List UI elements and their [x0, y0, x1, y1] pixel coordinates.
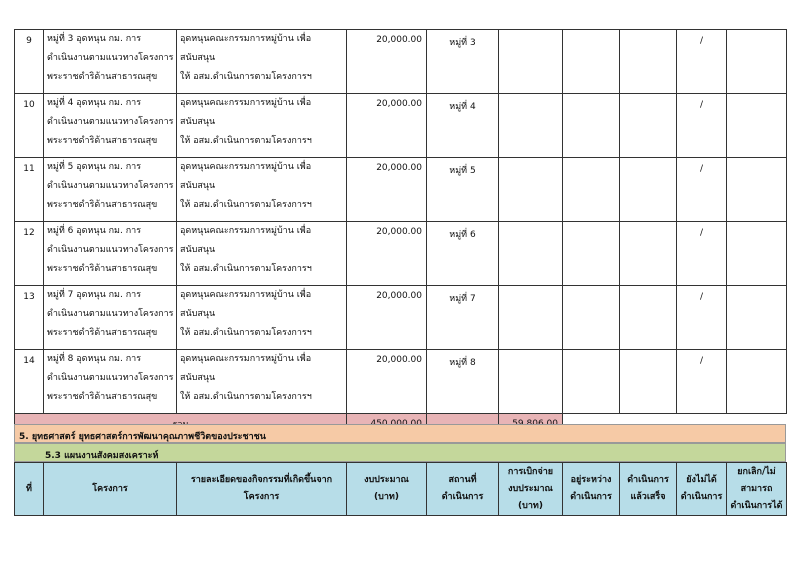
header-place: [427, 463, 499, 516]
project-name: [44, 286, 177, 350]
disbursed-cell: [499, 350, 563, 414]
text-line: หมู่ที่ 5 อุดหนุน กม. การ: [47, 162, 142, 172]
text-line: พระราชดำริด้านสาธารณสุข: [47, 200, 158, 210]
table-row: [15, 158, 787, 222]
header-disbursed: [499, 463, 563, 516]
header-no: ที่: [15, 463, 44, 516]
text-line: หมู่ที่ 7 อุดหนุน กม. การ: [47, 290, 142, 300]
text-line: แล้วเสร็จ: [630, 492, 666, 502]
not-started-cell: /: [677, 30, 727, 94]
text-line: อยู่ระหว่าง: [570, 475, 612, 485]
not-started-cell: /: [677, 350, 727, 414]
text-line: งบประมาณ: [508, 483, 553, 494]
column-header: [14, 462, 787, 516]
header-in-progress: [563, 463, 620, 516]
project-name: [44, 94, 177, 158]
cancelled-cell: [727, 222, 787, 286]
text-line: การเบิกจ่าย: [507, 466, 554, 477]
text-line: อุดหนุนคณะกรรมการหมู่บ้าน เพื่อสนับสนุน: [180, 226, 312, 255]
text-line: หมู่ที่ 4 อุดหนุน กม. การ: [47, 98, 142, 108]
budget-value: 20,000.00: [347, 350, 427, 414]
location: หมู่ที่ 7: [427, 286, 499, 350]
plan-banner: [14, 443, 786, 462]
text-line: ดำเนินงานตามแนวทางโครงการ: [47, 181, 174, 191]
cancelled-cell: [727, 94, 787, 158]
text-line: อุดหนุนคณะกรรมการหมู่บ้าน เพื่อสนับสนุน: [180, 98, 312, 127]
disbursed-cell: [499, 222, 563, 286]
text-line: ดำเนินการได้: [730, 500, 783, 511]
location: หมู่ที่ 3: [427, 30, 499, 94]
done-cell: [620, 286, 677, 350]
header-not-started: [677, 463, 727, 516]
text-line: พระราชดำริด้านสาธารณสุข: [47, 264, 158, 274]
project-table: [14, 29, 787, 434]
in-progress-cell: [563, 30, 620, 94]
location: หมู่ที่ 4: [427, 94, 499, 158]
text-line: ยกเลิก/ไม่: [737, 466, 776, 477]
text-line: ดำเนินการ: [680, 492, 723, 502]
header-detail: [177, 463, 347, 516]
text-line: งบประมาณ: [364, 475, 409, 485]
in-progress-cell: [563, 94, 620, 158]
row-number: 12: [15, 222, 44, 286]
in-progress-cell: [563, 158, 620, 222]
disbursed-cell: [499, 286, 563, 350]
activity-detail: [177, 30, 347, 94]
text-line: โครงการ: [243, 492, 280, 502]
text-line: อุดหนุนคณะกรรมการหมู่บ้าน เพื่อสนับสนุน: [180, 34, 312, 63]
text-line: พระราชดำริด้านสาธารณสุข: [47, 136, 158, 146]
cancelled-cell: [727, 30, 787, 94]
header-done: [620, 463, 677, 516]
plan-title: 5.3 แผนงานสังคมสงเคราะห์: [45, 451, 159, 461]
row-number: 11: [15, 158, 44, 222]
text-line: ให้ อสม.ดำเนินการตามโครงการฯ: [180, 328, 312, 338]
text-line: อุดหนุนคณะกรรมการหมู่บ้าน เพื่อสนับสนุน: [180, 354, 312, 383]
strategy-banner: [14, 424, 786, 443]
table-row: [15, 222, 787, 286]
budget-value: 20,000.00: [347, 286, 427, 350]
location: หมู่ที่ 8: [427, 350, 499, 414]
location: หมู่ที่ 6: [427, 222, 499, 286]
disbursed-cell: [499, 158, 563, 222]
text-line: ให้ อสม.ดำเนินการตามโครงการฯ: [180, 264, 312, 274]
budget-value: 20,000.00: [347, 222, 427, 286]
table-body: [15, 30, 787, 414]
done-cell: [620, 158, 677, 222]
budget-value: 20,000.00: [347, 30, 427, 94]
text-line: ดำเนินงานตามแนวทางโครงการ: [47, 245, 174, 255]
table-row: [15, 30, 787, 94]
text-line: อุดหนุนคณะกรรมการหมู่บ้าน เพื่อสนับสนุน: [180, 290, 312, 319]
row-number: 10: [15, 94, 44, 158]
in-progress-cell: [563, 222, 620, 286]
project-name: [44, 222, 177, 286]
text-line: สามารถ: [740, 483, 773, 494]
activity-detail: [177, 286, 347, 350]
project-name: [44, 350, 177, 414]
text-line: ให้ อสม.ดำเนินการตามโครงการฯ: [180, 200, 312, 210]
header-cancelled: [727, 463, 787, 516]
text-line: ดำเนินงานตามแนวทางโครงการ: [47, 373, 174, 383]
text-line: พระราชดำริด้านสาธารณสุข: [47, 328, 158, 338]
not-started-cell: /: [677, 94, 727, 158]
cancelled-cell: [727, 286, 787, 350]
strategy-title: 5. ยุทธศาสตร์ ยุทธศาสตร์การพัฒนาคุณภาพชีวิตของประชาชน: [19, 432, 266, 442]
header-project: โครงการ: [44, 463, 177, 516]
text-line: ดำเนินงานตามแนวทางโครงการ: [47, 53, 174, 63]
not-started-cell: /: [677, 286, 727, 350]
done-cell: [620, 222, 677, 286]
text-line: ดำเนินการ: [627, 475, 669, 485]
budget-value: 20,000.00: [347, 94, 427, 158]
text-line: ดำเนินการ: [570, 492, 612, 502]
text-line: ดำเนินงานตามแนวทางโครงการ: [47, 309, 174, 319]
done-cell: [620, 94, 677, 158]
row-number: 13: [15, 286, 44, 350]
header-budget: [347, 463, 427, 516]
cancelled-cell: [727, 350, 787, 414]
done-cell: [620, 30, 677, 94]
disbursed-cell: [499, 94, 563, 158]
text-line: รายละเอียดของกิจกรรมที่เกิดขึ้นจาก: [190, 475, 333, 485]
location: หมู่ที่ 5: [427, 158, 499, 222]
text-line: พระราชดำริด้านสาธารณสุข: [47, 392, 158, 402]
row-number: 14: [15, 350, 44, 414]
text-line: หมู่ที่ 6 อุดหนุน กม. การ: [47, 226, 142, 236]
row-number: 9: [15, 30, 44, 94]
text-line: ให้ อสม.ดำเนินการตามโครงการฯ: [180, 72, 312, 82]
text-line: ดำเนินงานตามแนวทางโครงการ: [47, 117, 174, 127]
activity-detail: [177, 94, 347, 158]
text-line: ให้ อสม.ดำเนินการตามโครงการฯ: [180, 136, 312, 146]
table-row: [15, 350, 787, 414]
project-name: [44, 158, 177, 222]
text-line: อุดหนุนคณะกรรมการหมู่บ้าน เพื่อสนับสนุน: [180, 162, 312, 191]
activity-detail: [177, 350, 347, 414]
activity-detail: [177, 158, 347, 222]
text-line: ยังไม่ได้: [686, 475, 717, 485]
not-started-cell: /: [677, 158, 727, 222]
text-line: พระราชดำริด้านสาธารณสุข: [47, 72, 158, 82]
table-row: [15, 286, 787, 350]
text-line: หมู่ที่ 8 อุดหนุน กม. การ: [47, 354, 142, 364]
text-line: ให้ อสม.ดำเนินการตามโครงการฯ: [180, 392, 312, 402]
activity-detail: [177, 222, 347, 286]
text-line: ดำเนินการ: [441, 492, 484, 502]
done-cell: [620, 350, 677, 414]
budget-value: 20,000.00: [347, 158, 427, 222]
text-line: (บาท): [374, 492, 399, 502]
in-progress-cell: [563, 350, 620, 414]
disbursed-cell: [499, 30, 563, 94]
cancelled-cell: [727, 158, 787, 222]
project-name: [44, 30, 177, 94]
text-line: (บาท): [518, 500, 543, 511]
table-row: [15, 94, 787, 158]
text-line: สถานที่: [448, 475, 477, 485]
in-progress-cell: [563, 286, 620, 350]
not-started-cell: /: [677, 222, 727, 286]
text-line: หมู่ที่ 3 อุดหนุน กม. การ: [47, 34, 142, 44]
